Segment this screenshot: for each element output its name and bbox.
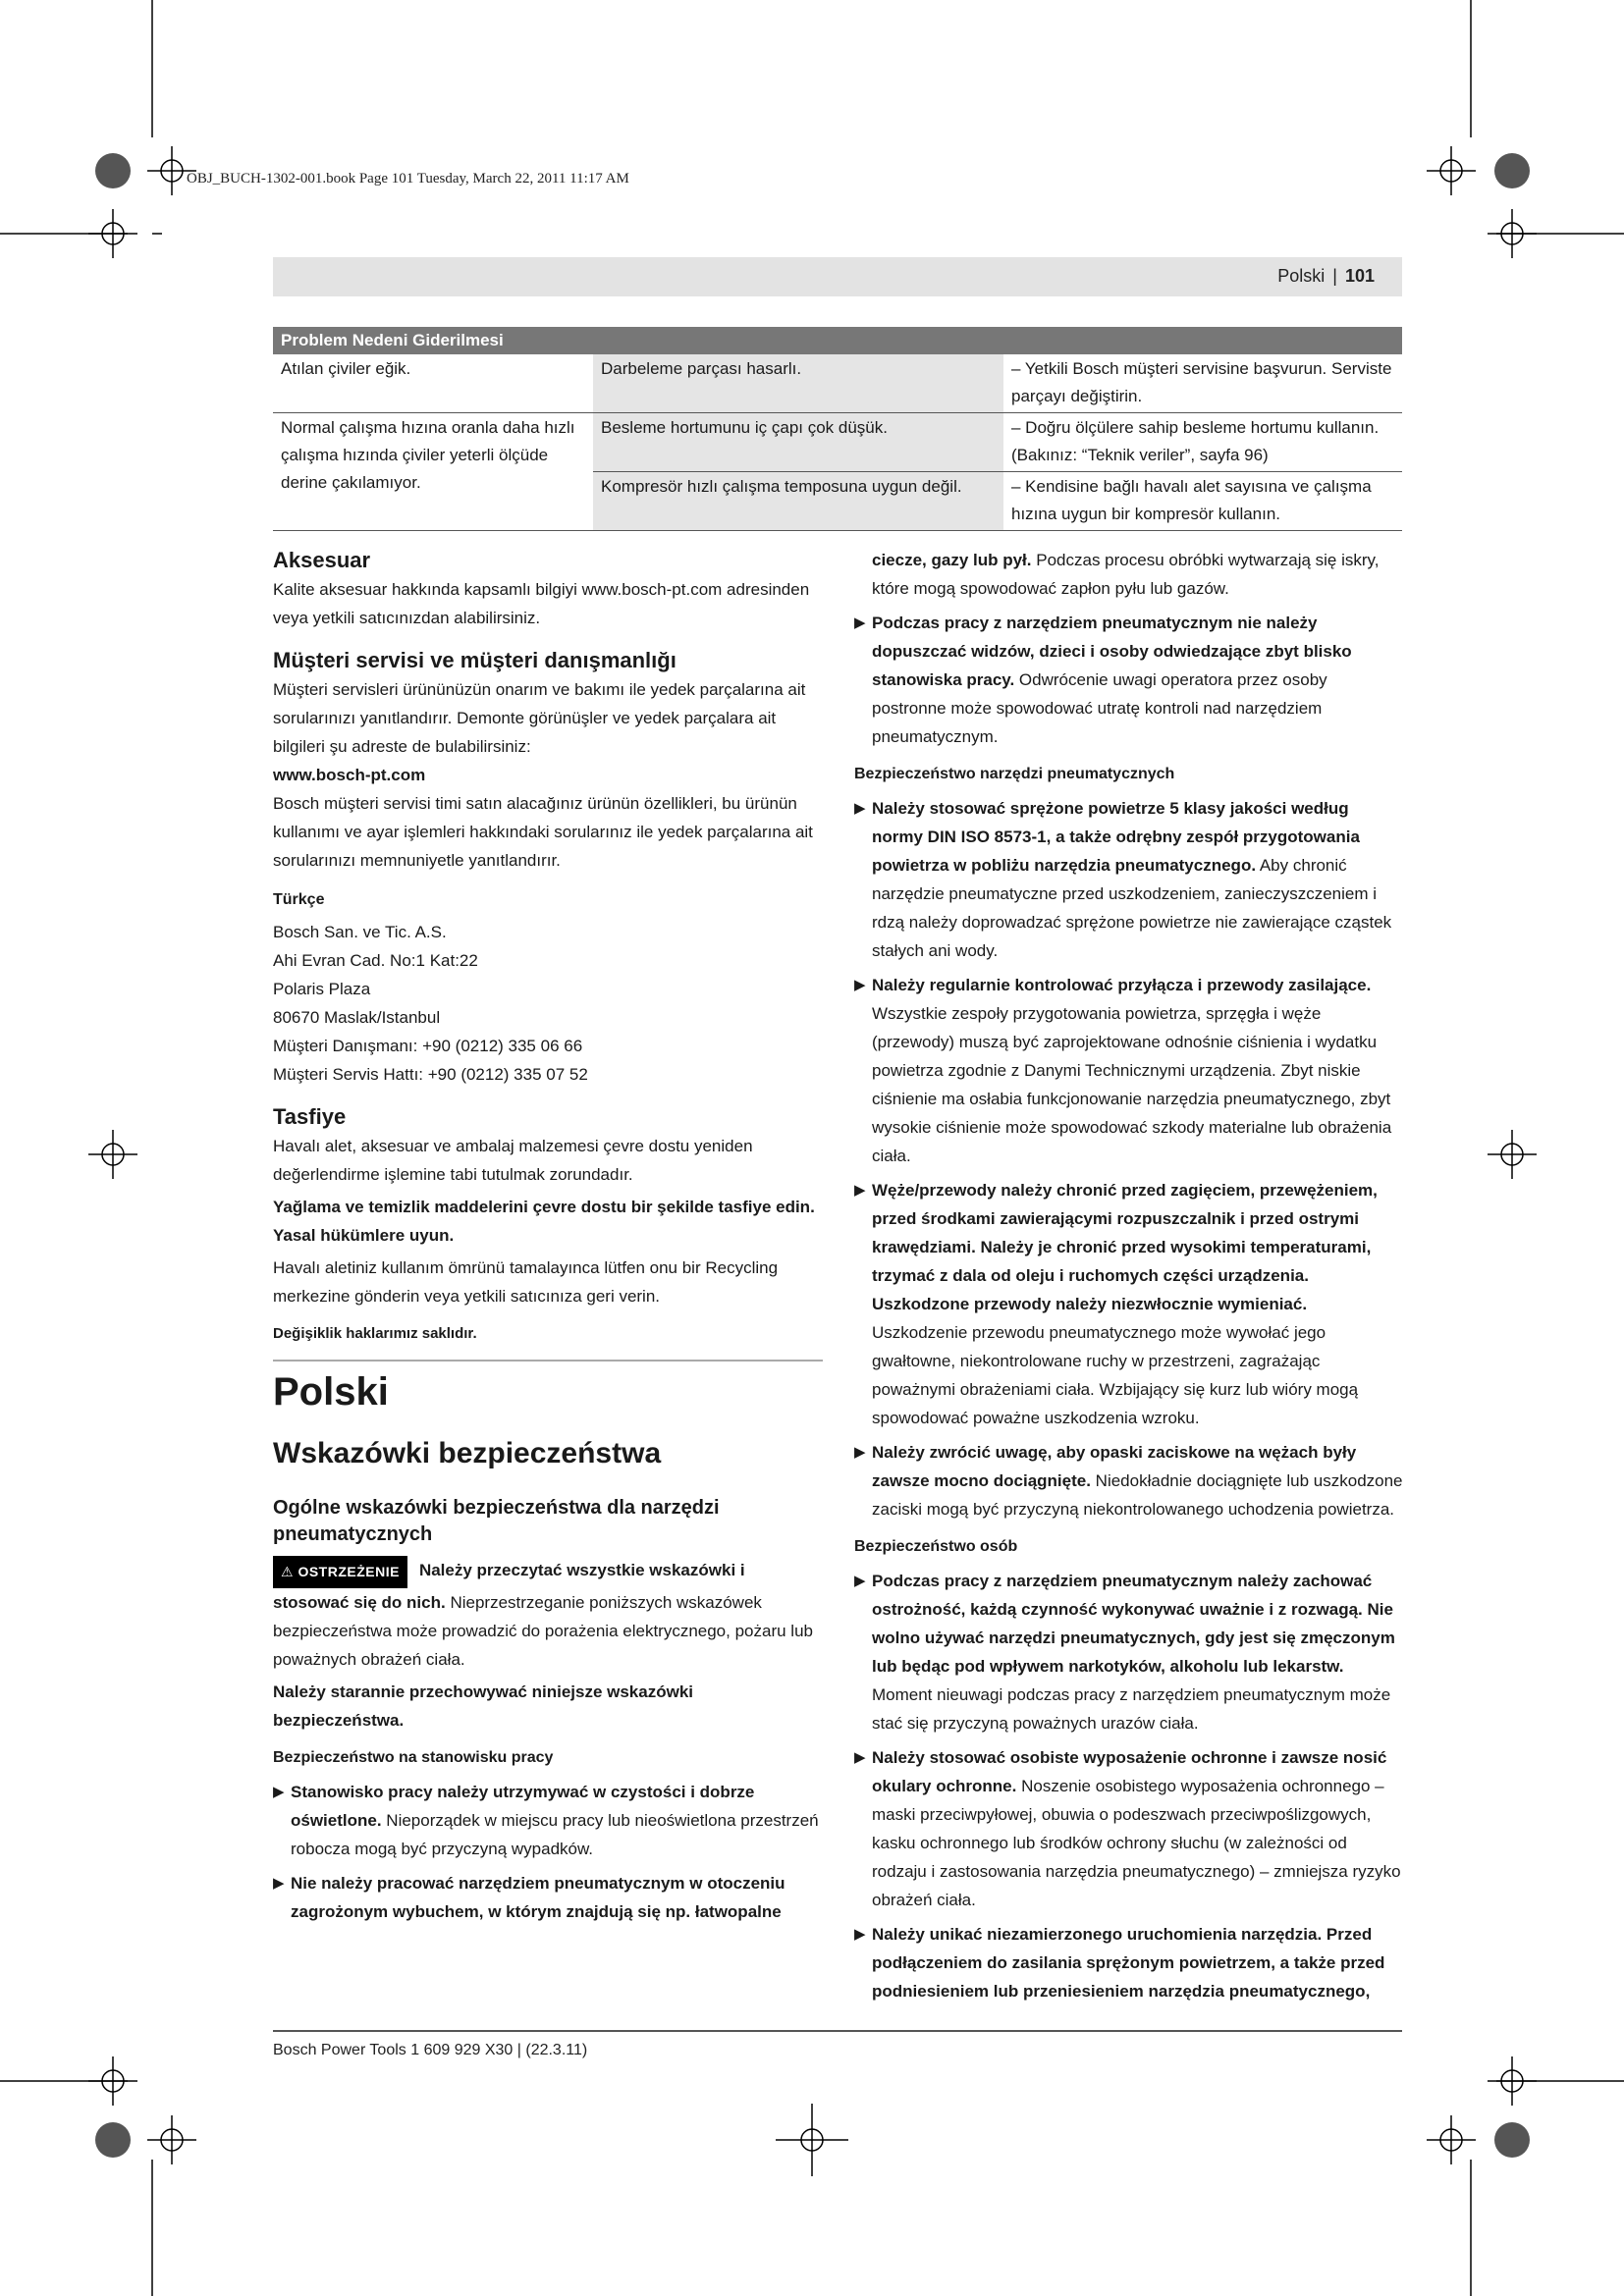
bullet-triangle-icon: ▶	[854, 1573, 866, 1589]
header-text	[1277, 266, 1375, 287]
paragraph: Havalı alet, aksesuar ve ambalaj malzemesi çevre dostu yeniden değerlendirme işlemine tabi tutulmak zorundadır.	[273, 1137, 753, 1184]
table-row	[273, 413, 1402, 472]
bullet-bold: Nie należy pracować narzędziem pneumatycznym w otoczeniu zagrożonym wybuchem, w którym znajdują się np. łatwopalne	[291, 1874, 785, 1921]
paragraph: Bosch müşteri servisi timi satın alacağınız ürünün özellikleri, bu ürünün kullanımı ve ayar işlemleri hakkındaki sorularınız ile yedek parçalarına ait sorularınızı memnuniyetle yanıtlandırır.	[273, 794, 813, 870]
table-cell: Atılan çiviler eğik.	[273, 354, 593, 413]
bold-paragraph: Yağlama ve temizlik maddelerini çevre dostu bir şekilde tasfiye edin. Yasal hükümlere uyun.	[273, 1198, 815, 1245]
bullet-item	[854, 1920, 1404, 2005]
paragraph: Müşteri servisleri ürününüzün onarım ve bakımı ile yedek parçalarına ait sorularınızı yanıtlandırır. Demonte görünüşler ve yedek parçalara ait bilgileri şu adreste de bulabilirsiniz:	[273, 680, 806, 756]
bullet-text: Aby chronić narzędzie pneumatyczne przed uszkodzeniem, zanieczyszczeniem i rdzą należy doprowadzać sprężone powietrze nie zawierające cząstek stałych ani wody.	[872, 856, 1392, 960]
bullet-triangle-icon: ▶	[854, 1444, 866, 1461]
bullet-triangle-icon: ▶	[854, 800, 866, 817]
header-separator: |	[1332, 266, 1337, 286]
address-line: Polaris Plaza	[273, 980, 371, 998]
table-cell: – Kendisine bağlı havalı alet sayısına ve çalışma hızına uygun bir kompresör kullanın.	[1003, 472, 1402, 531]
bullet-text: Noszenie osobistego wyposażenia ochronnego – maski przeciwpyłowej, obuwia o podeszwach przeciwpoślizgowych, kasku ochronnego lub środków ochrony słuchu (w zależności od rodzaju i zastosowania narzędzia pneumatycznego) – zmniejsza ryzyko obrażeń ciała.	[872, 1777, 1401, 1909]
address-line: 80670 Maslak/Istanbul	[273, 1008, 441, 1027]
bullet-item	[273, 1869, 823, 1926]
address-line: Bosch San. ve Tic. A.S.	[273, 923, 447, 941]
bullet-bold: Należy unikać niezamierzonego uruchomienia narzędzia. Przed podłączeniem do zasilania sprężonym powietrzem, a także przed podniesieniem lub przeniesieniem narzędzia pneumatycznego,	[872, 1925, 1385, 2001]
bullet-bold: ciecze, gazy lub pył.	[872, 551, 1032, 569]
section-title: Müşteri servisi ve müşteri danışmanlığı	[273, 648, 677, 672]
bullet-text: Odwrócenie uwagi operatora przez osoby postronne może spowodować utratę kontroli nad narzędziem pneumatycznym.	[872, 670, 1327, 746]
bullet-bold: Węże/przewody należy chronić przed zagięciem, przewężeniem, przed środkami zawierającymi rozpuszczalnik i przed ostrymi krawędziami. Należy je chronić przed wysokimi temperaturami, trzymać z dala od oleju i ruchomych części urządzenia. Uszkodzone przewody należy niezwłocznie wymieniać.	[872, 1181, 1378, 1313]
rights-note: Değişiklik haklarımız saklıdır.	[273, 1325, 477, 1342]
subsection-title: Türkçe	[273, 891, 325, 908]
bold-paragraph: Należy starannie przechowywać niniejsze wskazówki bezpieczeństwa.	[273, 1682, 694, 1730]
table-cell: – Yetkili Bosch müşteri servisine başvurun. Serviste parçayı değiştirin.	[1003, 354, 1402, 413]
table-cell: – Doğru ölçülere sahip besleme hortumu kullanın. (Bakınız: “Teknik veriler”, sayfa 96)	[1003, 413, 1402, 472]
subsection-title: Bezpieczeństwo narzędzi pneumatycznych	[854, 766, 1175, 782]
table-cell: Darbeleme parçası hasarlı.	[593, 354, 1003, 413]
bullet-item	[854, 609, 1404, 751]
footer-divider	[273, 2030, 1402, 2032]
address-line: Müşteri Danışmanı: +90 (0212) 335 06 66	[273, 1037, 583, 1055]
page-header	[273, 257, 1402, 296]
bullet-bold: Należy zwrócić uwagę, aby opaski zaciskowe na wężach były zawsze mocno dociągnięte.	[872, 1443, 1357, 1490]
bullet-text: Moment nieuwagi podczas pracy z narzędziem pneumatycznym może stać się przyczyną poważnych urazów ciała.	[872, 1685, 1391, 1733]
warning-bold: Należy przeczytać wszystkie wskazówki i stosować się do nich.	[273, 1561, 745, 1612]
language-title: Polski	[273, 1370, 389, 1414]
table-header: Problem Nedeni Giderilmesi	[273, 327, 1402, 354]
bullet-triangle-icon: ▶	[854, 1926, 866, 1943]
bullet-text: Podczas procesu obróbki wytwarzają się iskry, które mogą spowodować zapłon pyłu lub gazów.	[872, 551, 1380, 598]
print-info: OBJ_BUCH-1302-001.book Page 101 Tuesday, March 22, 2011 11:17 AM	[187, 171, 629, 187]
bullet-continuation	[854, 546, 1404, 603]
bullet-bold: Należy regularnie kontrolować przyłącza i przewody zasilające.	[872, 976, 1372, 994]
bullet-item	[854, 794, 1404, 965]
subsection-title: Bezpieczeństwo na stanowisku pracy	[273, 1749, 554, 1766]
bullet-triangle-icon: ▶	[854, 1182, 866, 1199]
bullet-text: Uszkodzenie przewodu pneumatycznego może wywołać jego gwałtowne, niekontrolowane ruchy w przestrzeni, zagrażając poważnymi obrażeniami ciała. Wzbijający się kurz lub wióry mogą spowodować poważne uszkodzenia wzroku.	[872, 1323, 1359, 1427]
bullet-triangle-icon: ▶	[854, 1749, 866, 1766]
bullet-item	[854, 1176, 1404, 1432]
header-language: Polski	[1277, 266, 1326, 286]
section-title: Ogólne wskazówki bezpieczeństwa dla narzędzi pneumatycznych	[273, 1497, 720, 1545]
bullet-item	[273, 1778, 823, 1863]
subsection-title: Bezpieczeństwo osób	[854, 1538, 1018, 1555]
bullet-bold: Podczas pracy z narzędziem pneumatycznym nie należy dopuszczać widzów, dzieci i osoby odwiedzające zbyt blisko stanowiska pracy.	[872, 614, 1352, 689]
right-column	[854, 546, 1404, 2005]
bullet-bold: Stanowisko pracy należy utrzymywać w czystości i dobrze oświetlone.	[291, 1783, 755, 1830]
bullet-text: Niedokładnie dociągnięte lub uszkodzone zaciski mogą być przyczyną niekontrolowanego uchodzenia powietrza.	[872, 1471, 1403, 1519]
paragraph: Havalı aletiniz kullanım ömrünü tamalayınca lütfen onu bir Recycling merkezine gönderin veya yetkili satıcınıza geri verin.	[273, 1258, 779, 1306]
address-line: Ahi Evran Cad. No:1 Kat:22	[273, 951, 478, 970]
bullet-triangle-icon: ▶	[854, 977, 866, 993]
bullet-text: Nieporządek w miejscu pracy lub nieoświetlona przestrzeń robocza mogą być przyczyną wypadków.	[291, 1811, 819, 1858]
bullet-triangle-icon: ▶	[273, 1784, 285, 1800]
warning-label: ⚠ OSTRZEŻENIE	[273, 1556, 407, 1588]
bullet-text: Wszystkie zespoły przygotowania powietrza, sprzęgła i węże (przewody) muszą być zaprojektowane odnośnie ciśnienia i wydatku powietrza zgodnie z Danymi Technicznymi urządzenia. Zbyt niskie ciśnienie ma osłabia funkcjonowanie narzędzia pneumatycznego, zbyt wysokie ciśnienie może spowodować szkody materialne lub obrażenia ciała.	[872, 1004, 1392, 1165]
url-text: www.bosch-pt.com	[273, 766, 426, 784]
page-footer: Bosch Power Tools 1 609 929 X30 | (22.3.11)	[273, 2042, 588, 2058]
bullet-bold: Podczas pracy z narzędziem pneumatycznym należy zachować ostrożność, każdą czynność wykonywać uważnie i z rozwagą. Nie wolno używać narzędzi pneumatycznych, gdy jest się zmęczonym lub będąc pod wpływem narkotyków, alkoholu lub lekarstw.	[872, 1572, 1395, 1676]
bullet-item	[854, 1438, 1404, 1523]
paragraph: Kalite aksesuar hakkında kapsamlı bilgiyi www.bosch-pt.com adresinden veya yetkili satıcınızdan alabilirsiniz.	[273, 580, 810, 627]
page-number: 101	[1344, 266, 1375, 286]
address-line: Müşteri Servis Hattı: +90 (0212) 335 07 52	[273, 1065, 588, 1084]
bullet-triangle-icon: ▶	[273, 1875, 285, 1892]
bullet-item	[854, 971, 1404, 1170]
bullet-item	[854, 1743, 1404, 1914]
section-title: Tasfiye	[273, 1104, 347, 1129]
divider	[273, 1360, 823, 1362]
table-cell: Besleme hortumunu iç çapı çok düşük.	[593, 413, 1003, 472]
address-block	[273, 918, 823, 1089]
bullet-item	[854, 1567, 1404, 1737]
bullet-bold: Należy stosować sprężone powietrze 5 klasy jakości według normy DIN ISO 8573-1, a także odrębny zespół przygotowania powietrza w pobliżu narzędzia pneumatycznego.	[872, 799, 1360, 875]
bullet-bold: Należy stosować osobiste wyposażenie ochronne i zawsze nosić okulary ochronne.	[872, 1748, 1387, 1795]
warning-paragraph	[273, 1556, 823, 1674]
left-column	[273, 546, 823, 1926]
table-row	[273, 354, 1402, 413]
table-cell: Kompresör hızlı çalışma temposuna uygun değil.	[593, 472, 1003, 531]
warning-text: Nieprzestrzeganie poniższych wskazówek bezpieczeństwa może prowadzić do porażenia elektrycznego, pożaru lub poważnych obrażeń ciała.	[273, 1593, 813, 1669]
table-cell: Normal çalışma hızına oranla daha hızlı çalışma hızında çiviler yeterli ölçüde derine çakılamıyor.	[273, 413, 593, 531]
chapter-title: Wskazówki bezpieczeństwa	[273, 1437, 662, 1469]
problem-table	[273, 327, 1402, 531]
section-title: Aksesuar	[273, 548, 371, 572]
bullet-triangle-icon: ▶	[854, 614, 866, 631]
